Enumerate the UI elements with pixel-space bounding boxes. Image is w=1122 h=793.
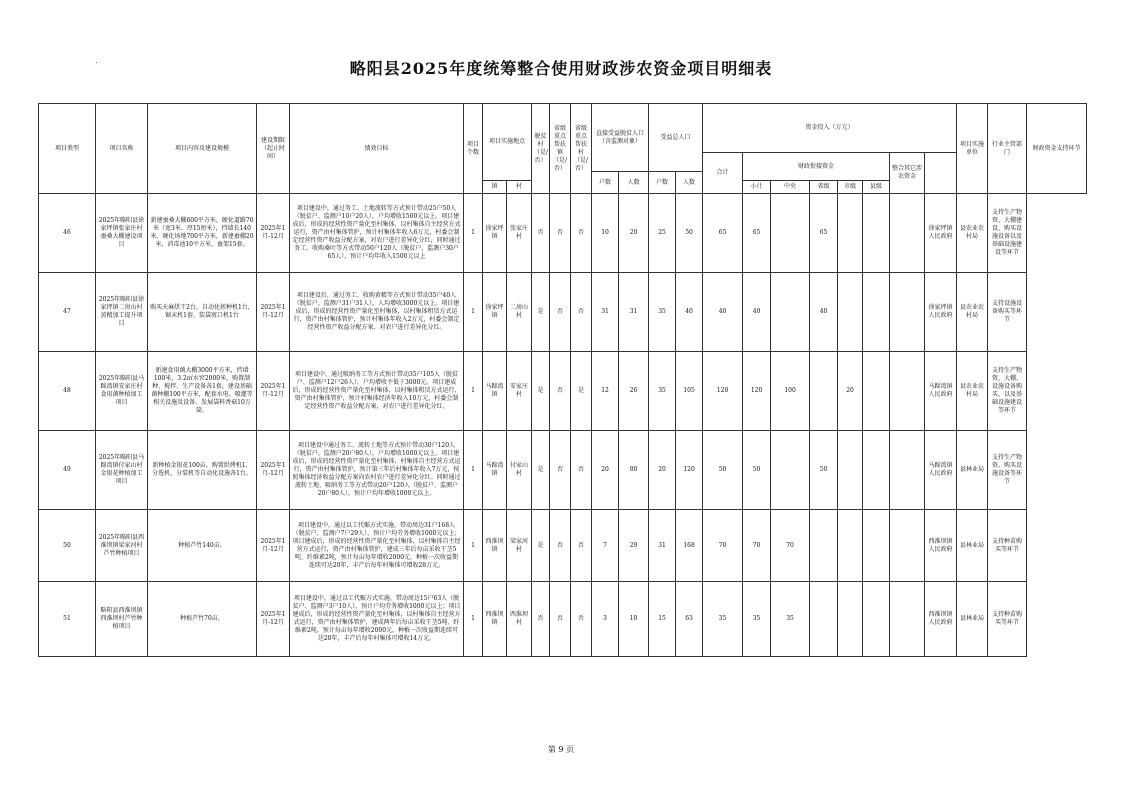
cell-no: 47	[39, 273, 96, 352]
cell-content: 新建蚕桑大棚600平方米，硬化道路70米（宽3米、厚15厘米），挡墙长140米，硬化场地700平方米，新建蚕棚20米，消毒池10平方米，蚕架15套。	[148, 194, 257, 273]
cell-subtotal: 65	[743, 194, 771, 273]
cell-sum: 70	[703, 510, 743, 582]
cell-period: 2025年1月-12月	[257, 431, 290, 510]
cell-keytown: 否	[550, 431, 571, 510]
cell-dept: 县农业农村局	[957, 194, 988, 273]
cell-county	[863, 582, 890, 657]
header-fin-funds: 财政衔接资金	[743, 153, 890, 181]
cell-keyvillage: 否	[571, 431, 592, 510]
cell-poor: 否	[532, 582, 550, 657]
cell-unit: 徐家坪镇人民政府	[925, 273, 957, 352]
cell-count: 1	[464, 273, 483, 352]
cell-poor: 是	[532, 431, 550, 510]
cell-no: 51	[39, 582, 96, 657]
cell-period: 2025年1月-12月	[257, 273, 290, 352]
cell-direct-people: 10	[619, 582, 649, 657]
header-provincial: 省级	[810, 181, 838, 194]
cell-total-households: 35	[649, 352, 676, 431]
cell-sum: 50	[703, 431, 743, 510]
cell-name: 2025年略阳县马蹄湾镇付家山村金银花种植加工项目	[96, 431, 148, 510]
cell-dept: 县林业局	[957, 582, 988, 657]
cell-total-households: 15	[649, 582, 676, 657]
cell-period: 2025年1月-12月	[257, 510, 290, 582]
cell-unit: 马蹄湾镇人民政府	[925, 352, 957, 431]
header-count: 项目个数	[464, 104, 483, 194]
cell-no: 46	[39, 194, 96, 273]
cell-period: 2025年1月-12月	[257, 352, 290, 431]
cell-subtotal: 120	[743, 352, 771, 431]
cell-sum: 120	[703, 352, 743, 431]
cell-count: 1	[464, 194, 483, 273]
header-period: 建设期限（起止时间）	[257, 104, 290, 194]
cell-dept: 县农业农村局	[957, 352, 988, 431]
cell-name: 略阳县西淮坝镇西淮坝村芦竹种植项目	[96, 582, 148, 657]
cell-provincial: 50	[810, 431, 838, 510]
cell-content: 新种植金银花100亩，购置烘烤机1，分选机，分装机等自动化设施各1台。	[148, 431, 257, 510]
cell-total-households: 35	[649, 273, 676, 352]
cell-city	[838, 194, 863, 273]
cell-total-people: 105	[676, 352, 703, 431]
header-total-people: 人数	[676, 172, 703, 194]
cell-other	[890, 582, 925, 657]
cell-count: 1	[464, 510, 483, 582]
cell-total-people: 168	[676, 510, 703, 582]
cell-village: 二房山村	[507, 273, 532, 352]
table-row	[39, 510, 1087, 582]
cell-keytown: 否	[550, 510, 571, 582]
cell-village: 梁家河村	[507, 510, 532, 582]
cell-direct-people: 29	[619, 510, 649, 582]
header-city: 市级	[838, 181, 863, 194]
cell-village: 安家庄村	[507, 352, 532, 431]
cell-central: 70	[771, 510, 810, 582]
header-direct-benefit: 直接受益脱贫人口（含监测对象）	[592, 104, 649, 172]
cell-link: 支持生产物资、购买设施设备等环节	[988, 431, 1027, 510]
header-dept: 行业主管部门	[988, 104, 1027, 194]
header-name: 项目名称	[96, 104, 148, 194]
cell-town: 西淮坝镇	[483, 582, 507, 657]
cell-total-households: 31	[649, 510, 676, 582]
cell-content: 新建食用菌大棚3000平方米，挡墙100米，3.2㎡水窖2000米，购置制种、搅拌、生产设备各1套，建设基础菌种棚100平方米，配套水电、喷灌等相关设施及设备。发展袋料香菇10万筒。	[148, 352, 257, 431]
cell-other	[890, 273, 925, 352]
cell-unit: 西淮坝镇人民政府	[925, 582, 957, 657]
cell-poor: 是	[532, 352, 550, 431]
cell-keytown: 否	[550, 582, 571, 657]
cell-county	[863, 194, 890, 273]
cell-keyvillage: 否	[571, 273, 592, 352]
header-village: 村	[507, 181, 532, 194]
cell-poor: 是	[532, 510, 550, 582]
cell-direct-people: 80	[619, 431, 649, 510]
header-subtotal: 小计	[743, 181, 771, 194]
cell-town: 马蹄湾镇	[483, 431, 507, 510]
cell-perf: 项目建设中，通过以工代赈方式实施，带动周边31户168人（脱贫户、监测户7户29人），预计户均劳务增收1000元以上；项目建成后，形成的经营性资产量化至村集体，以村集体自主经营方式运行，资产由村集体管护，建成三年后每亩采收干茎5吨、纤维素2吨，预计每亩每年增收2000元，种植一次收益期连续可达20年，丰产后每年村集体可增收28万元。	[290, 510, 464, 582]
cell-count: 1	[464, 582, 483, 657]
header-direct-households: 户数	[592, 172, 619, 194]
cell-keytown: 否	[550, 273, 571, 352]
cell-provincial: 65	[810, 194, 838, 273]
cell-sum: 65	[703, 194, 743, 273]
cell-unit: 徐家坪镇人民政府	[925, 194, 957, 273]
cell-count: 1	[464, 352, 483, 431]
header-poor-village: 脱贫村（是/否）	[532, 104, 550, 194]
table-row	[39, 194, 1087, 273]
cell-name: 2025年略阳县徐家坪镇二房山村黄精加工提升项目	[96, 273, 148, 352]
cell-direct-households: 31	[592, 273, 619, 352]
cell-content: 购买天麻烘干2台，自动化搓种机1台，锯末机1套，装袋窝口机1台	[148, 273, 257, 352]
cell-period: 2025年1月-12月	[257, 194, 290, 273]
cell-subtotal: 50	[743, 431, 771, 510]
cell-central	[771, 273, 810, 352]
cell-name: 2025年略阳县西淮坝镇梁家河村芦竹种植项目	[96, 510, 148, 582]
cell-county	[863, 431, 890, 510]
cell-central: 100	[771, 352, 810, 431]
cell-keyvillage: 否	[571, 510, 592, 582]
cell-total-people: 63	[676, 582, 703, 657]
cell-link: 支持生产物资、大棚建设、购买设施设备以及基础设施建设等环节	[988, 194, 1027, 273]
cell-subtotal: 40	[743, 273, 771, 352]
cell-link: 支持生产物资、大棚、设施设备购买、以及基础设施建设等环节	[988, 352, 1027, 431]
cell-name: 2025年略阳县马蹄湾镇安家庄村食用菌种植加工项目	[96, 352, 148, 431]
cell-total-people: 120	[676, 431, 703, 510]
header-sum: 合计	[703, 153, 743, 194]
cell-city	[838, 431, 863, 510]
cell-content: 种植芦竹70亩。	[148, 582, 257, 657]
header-perf: 绩效目标	[290, 104, 464, 194]
cell-county	[863, 352, 890, 431]
cell-perf: 项目建设后，通过务工、收购黄精等方式预计带动35户40人（脱贫户、监测户31户31人），人均增收3000元以上。项目建成后，形成的经营性资产量化至村集体，以村集体租赁方式运行，资产由村集体管护，预计村集体年收入2万元，村委会制定经营性资产收益分配方案，对农户进行差异化分红。	[290, 273, 464, 352]
cell-other	[890, 510, 925, 582]
cell-direct-households: 20	[592, 431, 619, 510]
cell-dept: 县林业局	[957, 431, 988, 510]
cell-count: 1	[464, 431, 483, 510]
cell-total-people: 40	[676, 273, 703, 352]
header-direct-people: 人数	[619, 172, 649, 194]
cell-central	[771, 194, 810, 273]
cell-village: 张家庄村	[507, 194, 532, 273]
table-row	[39, 273, 1087, 352]
cell-link: 支持种苗购买等环节	[988, 582, 1027, 657]
header-total-benefit: 受益总人口	[649, 104, 703, 172]
cell-city	[838, 510, 863, 582]
cell-poor: 否	[532, 194, 550, 273]
project-table	[38, 103, 1087, 657]
header-impl-unit: 项目实施单位	[957, 104, 988, 194]
cell-town: 西淮坝镇	[483, 510, 507, 582]
header-county: 县级	[863, 181, 890, 194]
cell-provincial	[810, 510, 838, 582]
page-title: 略阳县2025年度统筹整合使用财政涉农资金项目明细表	[349, 59, 773, 78]
cell-town: 马蹄湾镇	[483, 352, 507, 431]
table-row	[39, 582, 1087, 657]
header-content: 项目内容及建设规模	[148, 104, 257, 194]
cell-sum: 35	[703, 582, 743, 657]
cell-dept: 县农业农村局	[957, 273, 988, 352]
table-row	[39, 352, 1087, 431]
cell-direct-households: 3	[592, 582, 619, 657]
header-support-link: 财政资金支持环节	[1027, 104, 1087, 194]
cell-period: 2025年1月-12月	[257, 582, 290, 657]
cell-direct-households: 12	[592, 352, 619, 431]
cell-town: 徐家坪镇	[483, 273, 507, 352]
cell-total-households: 20	[649, 431, 676, 510]
cell-perf: 项目建设中，通过吸纳务工等方式预计带动35户105人（脱贫户、监测户12户26人），户均增收不低于3000元。项目建成后，形成的经营性资产量化至村集体，以村集体租赁方式运行，资产由村集体管护，预计村集体经济年收入10万元，村委会制定经营性资产收益分配方案，对农户进行差异化分红。	[290, 352, 464, 431]
cell-other	[890, 352, 925, 431]
cell-central	[771, 431, 810, 510]
cell-name: 2025年略阳县徐家坪镇张家庄村蚕桑大棚建设项目	[96, 194, 148, 273]
cell-town: 徐家坪镇	[483, 194, 507, 273]
cell-village: 付家山村	[507, 431, 532, 510]
cell-other	[890, 431, 925, 510]
cell-city: 20	[838, 352, 863, 431]
cell-link: 支持种苗购买等环节	[988, 510, 1027, 582]
cell-county	[863, 510, 890, 582]
cell-provincial	[810, 582, 838, 657]
cell-city	[838, 582, 863, 657]
cell-keyvillage: 是	[571, 352, 592, 431]
header-type: 项目类型	[39, 104, 96, 194]
cell-county	[863, 273, 890, 352]
table-row	[39, 431, 1087, 510]
cell-unit: 马蹄湾镇人民政府	[925, 431, 957, 510]
cell-unit: 西淮坝镇人民政府	[925, 510, 957, 582]
cell-central: 35	[771, 582, 810, 657]
header-total-households: 户数	[649, 172, 676, 194]
cell-keyvillage: 否	[571, 194, 592, 273]
cell-keytown: 否	[550, 194, 571, 273]
cell-perf: 项目建设中，通过以工代赈方式实施，带动周边15户63人（脱贫户、监测户3户10人），预计户均劳务增收1000元以上；项目建成后，形成的经营性资产量化至村集体，以村集体自主经营方式运行，资产由村集体管护，建成两年后每亩采收干茎5吨、纤维素2吨，预计每亩每年增收2000元，种植一次收益期连续可达20年，丰产后每年村集体可增收14万元。	[290, 582, 464, 657]
header-location: 项目实施地点	[483, 104, 532, 181]
cell-dept: 县林业局	[957, 510, 988, 582]
page-number: 第 9 页	[547, 745, 575, 754]
cell-subtotal: 35	[743, 582, 771, 657]
cell-link: 支持设施设备购买等环节	[988, 273, 1027, 352]
header-key-village: 省级重点帮扶村（是/否）	[571, 104, 592, 194]
cell-sum: 40	[703, 273, 743, 352]
cell-total-people: 50	[676, 194, 703, 273]
cell-city	[838, 273, 863, 352]
cell-provincial: 40	[810, 273, 838, 352]
cell-poor: 是	[532, 273, 550, 352]
cell-direct-people: 31	[619, 273, 649, 352]
cell-content: 种植芦竹140亩。	[148, 510, 257, 582]
cell-keyvillage: 否	[571, 582, 592, 657]
cell-perf: 项目建设中通过务工、流转土地等方式预计带动30户120人（脱贫户、监测户20户80人），户均增收1000元以上。项目建成后，形成的经营性资产量化至村集体，村集体自主经营方式运行，资产由村集体管护，预计第三年后村集体年收入7万元，按照集体经济收益分配方案向农村农户进行差异化分红。同时通过流转土地、吸纳务工等方式带动20户120人（脱贫户、监测户20户80人），预计户均年增收1000元以上。	[290, 431, 464, 510]
header-other-funds: 整合其它涉农资金	[890, 153, 925, 194]
cell-direct-households: 7	[592, 510, 619, 582]
cell-subtotal: 70	[743, 510, 771, 582]
cell-no: 48	[39, 352, 96, 431]
cell-other	[890, 194, 925, 273]
header-funds: 资金投入（万元）	[703, 104, 957, 153]
cell-direct-people: 26	[619, 352, 649, 431]
header-town: 镇	[483, 181, 507, 194]
cell-keytown: 否	[550, 352, 571, 431]
cell-provincial	[810, 352, 838, 431]
cell-no: 49	[39, 431, 96, 510]
cell-total-households: 25	[649, 194, 676, 273]
header-key-town: 省级重点帮扶镇（是/否）	[550, 104, 571, 194]
cell-direct-households: 10	[592, 194, 619, 273]
cell-village: 西淮坝村	[507, 582, 532, 657]
header-central: 中央	[771, 181, 810, 194]
cell-direct-people: 20	[619, 194, 649, 273]
cell-perf: 项目建设中，通过务工、土地流转等方式预计带动25户50人（脱贫户、监测户10户20人），户均增收1500元以上。项目建成后，形成的经营性资产量化至村集体，以村集体自主经营方式运行，资产由村集体管护，预计村集体年收入6万元，村委会制定经营性资产收益分配方案，对农户进行差异化分红，同时通过务工、收购桑叶等方式带动50户120人（脱贫户、监测户30户65人），预计户均年收入1500元以上	[290, 194, 464, 273]
cell-no: 50	[39, 510, 96, 582]
